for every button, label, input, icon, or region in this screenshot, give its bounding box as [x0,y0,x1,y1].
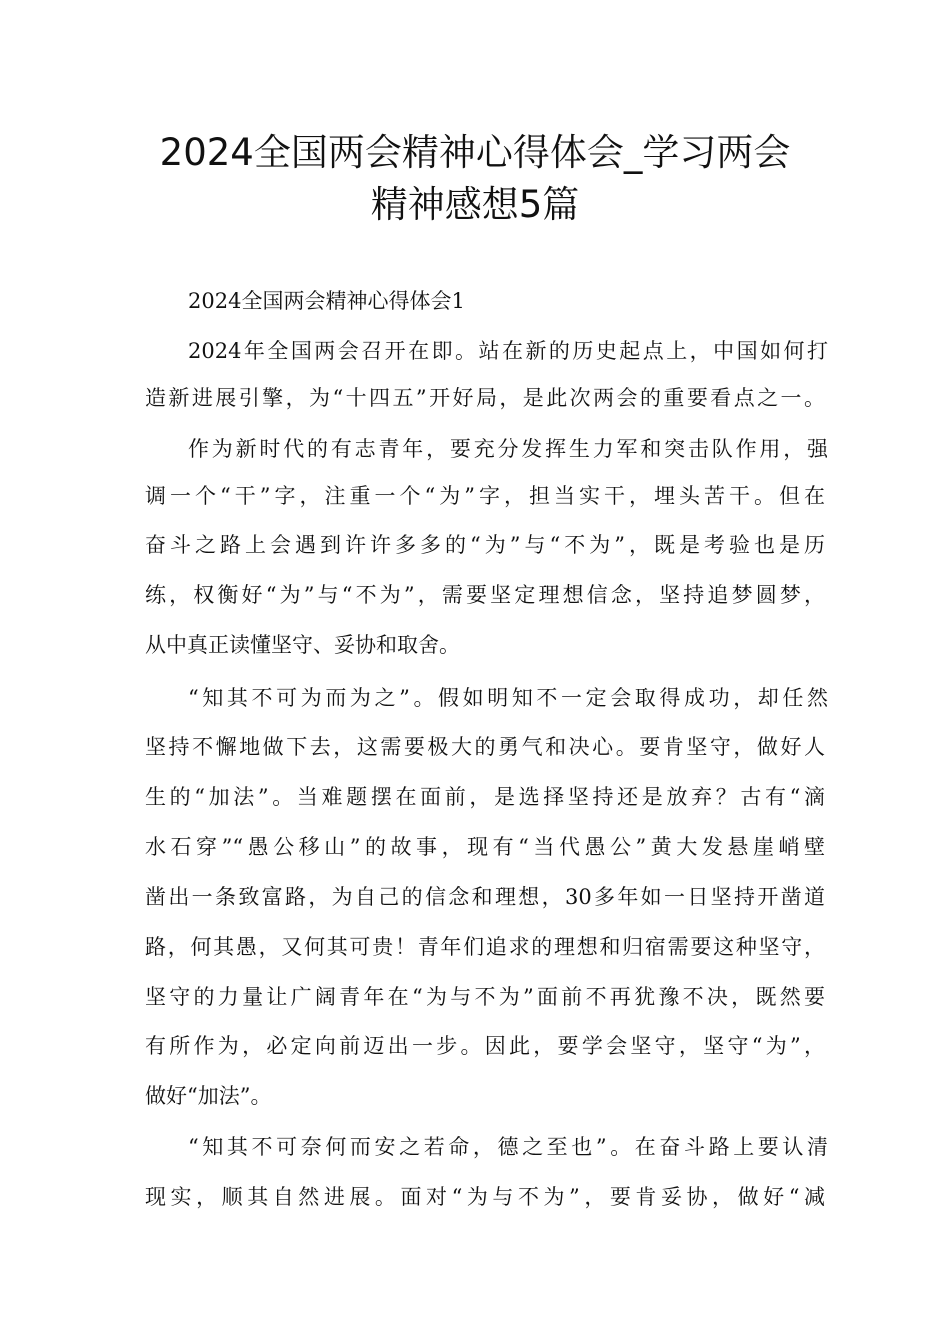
paragraph-line: 坚持不懈地做下去，这需要极大的勇气和决心。要肯坚守，做好人 [145,735,825,759]
paragraph-line: 水石穿”“愚公移山”的故事，现有“当代愚公”黄大发悬崖峭壁 [145,835,825,859]
paragraph-line: “知其不可奈何而安之若命，德之至也”。在奋斗路上要认清 [188,1135,828,1159]
paragraph-line: 作为新时代的有志青年，要充分发挥生力军和突击队作用，强 [188,437,828,461]
paragraph-line: “知其不可为而为之”。假如明知不一定会取得成功，却任然 [188,686,828,710]
paragraph-line: 做好“加法”。 [145,1084,272,1108]
paragraph-line: 练，权衡好“为”与“不为”，需要坚定理想信念，坚持追梦圆梦， [145,583,825,607]
paragraph-line: 奋斗之路上会遇到许许多多的“为”与“不为”，既是考验也是历 [145,533,825,557]
paragraph-line: 2024年全国两会召开在即。站在新的历史起点上，中国如何打 [188,339,828,363]
paragraph-line: 造新进展引擎，为“十四五”开好局，是此次两会的重要看点之一。 [145,386,825,410]
paragraph-line: 现实，顺其自然进展。面对“为与不为”，要肯妥协，做好“减 [145,1185,825,1209]
paragraph-line: 坚守的力量让广阔青年在“为与不为”面前不再犹豫不决，既然要 [145,985,825,1009]
paragraph-line: 生的“加法”。当难题摆在面前，是选择坚持还是放弃？古有“滴 [145,785,825,809]
document-title-line-2: 精神感想5篇 [370,183,580,226]
paragraph-line: 调一个“干”字，注重一个“为”字，担当实干，埋头苦干。但在 [145,484,825,508]
paragraph-line: 从中真正读懂坚守、妥协和取舍。 [145,633,460,657]
section-heading: 2024全国两会精神心得体会1 [188,289,465,313]
paragraph-line: 路，何其愚，又何其可贵！青年们追求的理想和归宿需要这种坚守， [145,935,825,959]
paragraph-line: 有所作为，必定向前迈出一步。因此，要学会坚守，坚守“为”， [145,1034,825,1058]
document-title-line-1: 2024全国两会精神心得体会_学习两会 [159,131,791,174]
paragraph-line: 凿出一条致富路，为自己的信念和理想，30多年如一日坚持开凿道 [145,885,825,909]
